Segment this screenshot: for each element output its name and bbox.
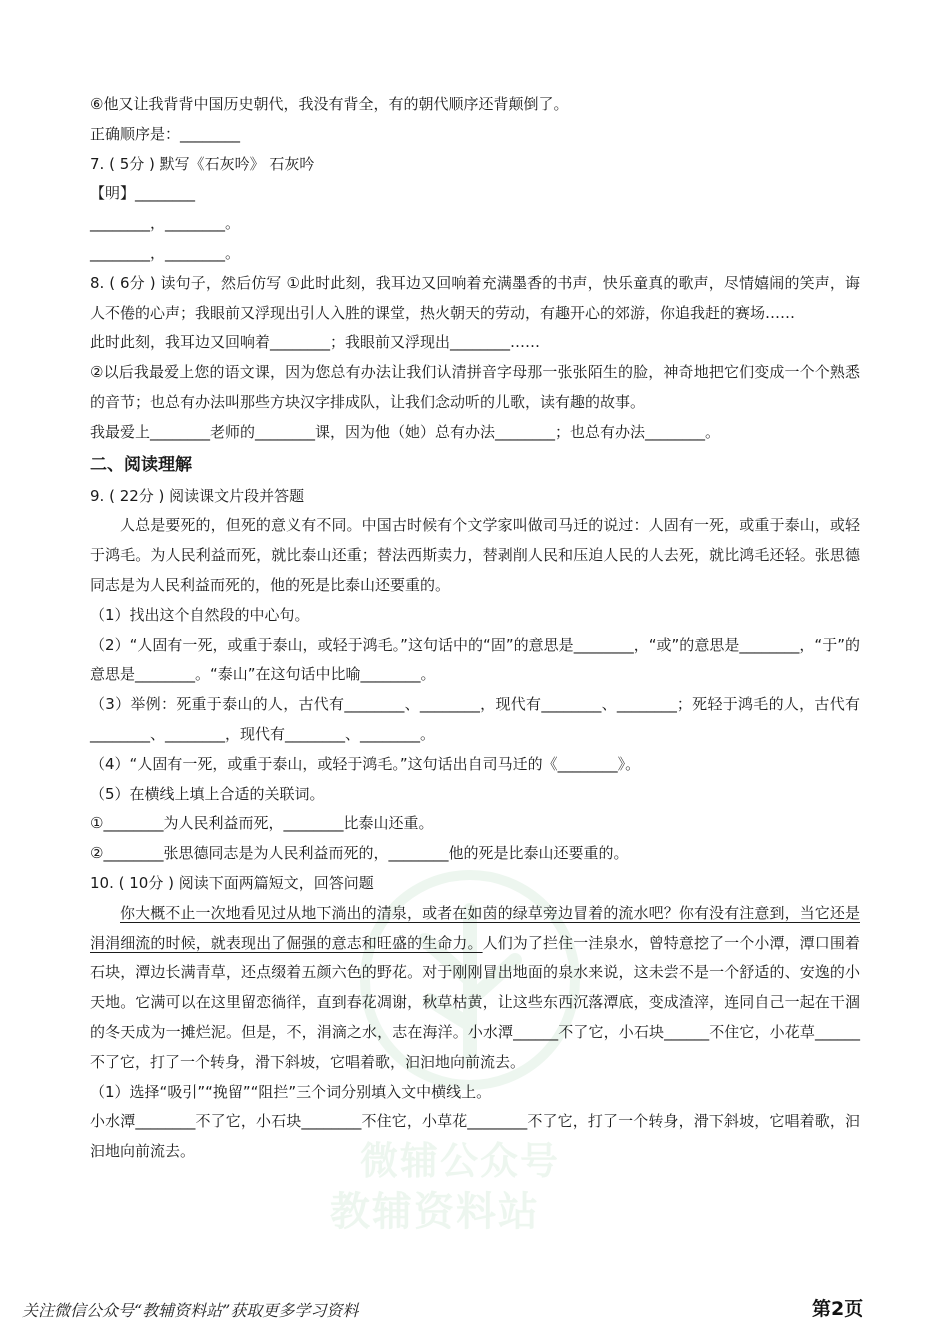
question-10-passage-underlined: 你大概不止一次地看见过从地下淌出的清泉，或者在如茵的绿草旁边冒着的流水吧？你有没有注意到，当它还是涓涓细流的时候，就表现出了倔强的意志和旺盛的生命力。	[90, 903, 860, 952]
question-9-sub-3: （3）举例：死重于泰山的人，古代有________、________，现代有________、________；死轻于鸿毛的人，古代有________、________，现代有________、________。	[90, 695, 860, 743]
question-9-sub-5-item-2: ②________张思德同志是为人民利益而死的，________他的死是比泰山还要重的。	[90, 844, 629, 863]
question-10: 10. ( 10分 ) 阅读下面两篇短文，回答问题	[90, 873, 374, 892]
question-9-passage: 人总是要死的，但死的意义有不同。中国古时候有个文学家叫做司马迁的说过：人固有一死，或重于泰山，或轻于鸿毛。为人民利益而死，就比泰山还重；替法西斯卖力，替剥削人民和压迫人民的人去死，就比鸿毛还轻。张思德同志是为人民利益而死的，他的死是比泰山还要重的。	[90, 516, 860, 594]
document-body	[90, 90, 860, 1167]
question-8-fill-2: 我最爱上________老师的________课，因为他（她）总有办法________；也总有办法________。	[90, 422, 721, 441]
question-10-sub-1: （1）选择“吸引”“挽留”“阻拦”三个词分别填入文中横线上。	[90, 1082, 492, 1101]
question-8-sentence-2: ②以后我最爱上您的语文课，因为您总有办法让我们认清拼音字母那一张张陌生的脸，神奇地把它们变成一个个熟悉的音节；也总有办法叫那些方块汉字排成队，让我们念动听的儿歌，读有趣的故事。	[90, 363, 860, 411]
question-10-sub-1-fill: 小水潭________不了它，小石块________不住它，小草花________不了它，打了一个转身，滑下斜坡，它唱着歌，汩汩地向前流去。	[90, 1112, 860, 1161]
question-9-sub-5: （5）在横线上填上合适的关联词。	[90, 784, 325, 803]
footer-promo-text: 关注微信公众号“教辅资料站”获取更多学习资料	[22, 1301, 359, 1320]
question-8-fill-1: 此时此刻，我耳边又回响着________；我眼前又浮现出________……	[90, 333, 541, 352]
question-10-passage-rest: 人们为了拦住一洼泉水，曾特意挖了一个小潭，潭口围着石块，潭边长满青草，还点缀着五颜六色的野花。对于刚刚冒出地面的泉水来说，这未尝不是一个舒适的、安逸的小天地。它满可以在这里留恋徜徉，直到春花凋谢，秋草枯黄，让这些东西沉落潭底，变成渣滓，连同自己一起在干涸的冬天成为一摊烂泥。但是，不，涓滴之水，志在海洋。小水潭______不了它，小石块______不住它，小花草______不了它，打了一个转身，滑下斜坡，它唱着歌，汩汩地向前流去。	[90, 933, 860, 1071]
question-9: 9. ( 22分 ) 阅读课文片段并答题	[90, 486, 305, 505]
question-8: 8. ( 6分 ) 读句子，然后仿写 ①此时此刻，我耳边又回响着充满墨香的书声，快乐童真的歌声，尽情嬉闹的笑声，诲人不倦的心声；我眼前又浮现出引人入胜的课堂，热火朝天的劳动，有趣开心的郊游，你追我赶的赛场……	[90, 273, 860, 322]
question-7: 7. ( 5分 ) 默写《石灰吟》 石灰吟	[90, 154, 315, 173]
question-9-sub-5-item-1: ①________为人民利益而死，________比泰山还重。	[90, 814, 434, 833]
poem-author-line: 【明】________	[90, 184, 196, 203]
section-heading-reading: 二、阅读理解	[90, 454, 192, 475]
watermark-text-1: 微辅公众号	[360, 1139, 561, 1183]
watermark-text-2: 教辅资料站	[330, 1189, 540, 1235]
page-number: 第2页	[812, 1298, 864, 1320]
question-9-sub-2: （2）“人固有一死，或重于泰山，或轻于鸿毛。”这句话中的“固”的意思是________，“或”的意思是________，“于”的意思是________。“泰山”在这句话中比喻________。	[90, 635, 860, 684]
poem-blank-line-1: ________，________。	[90, 214, 241, 233]
question-9-sub-4: （4）“人固有一死，或重于泰山，或轻于鸿毛。”这句话出自司马迁的《________》。	[90, 754, 641, 773]
text-line-2: 正确顺序是：________	[90, 124, 241, 143]
question-10-passage	[90, 899, 860, 1078]
question-9-sub-1: （1）找出这个自然段的中心句。	[90, 605, 310, 624]
text-line-1: ⑥他又让我背背中国历史朝代，我没有背全，有的朝代顺序还背颠倒了。	[90, 95, 569, 113]
poem-blank-line-2: ________，________。	[90, 243, 241, 262]
